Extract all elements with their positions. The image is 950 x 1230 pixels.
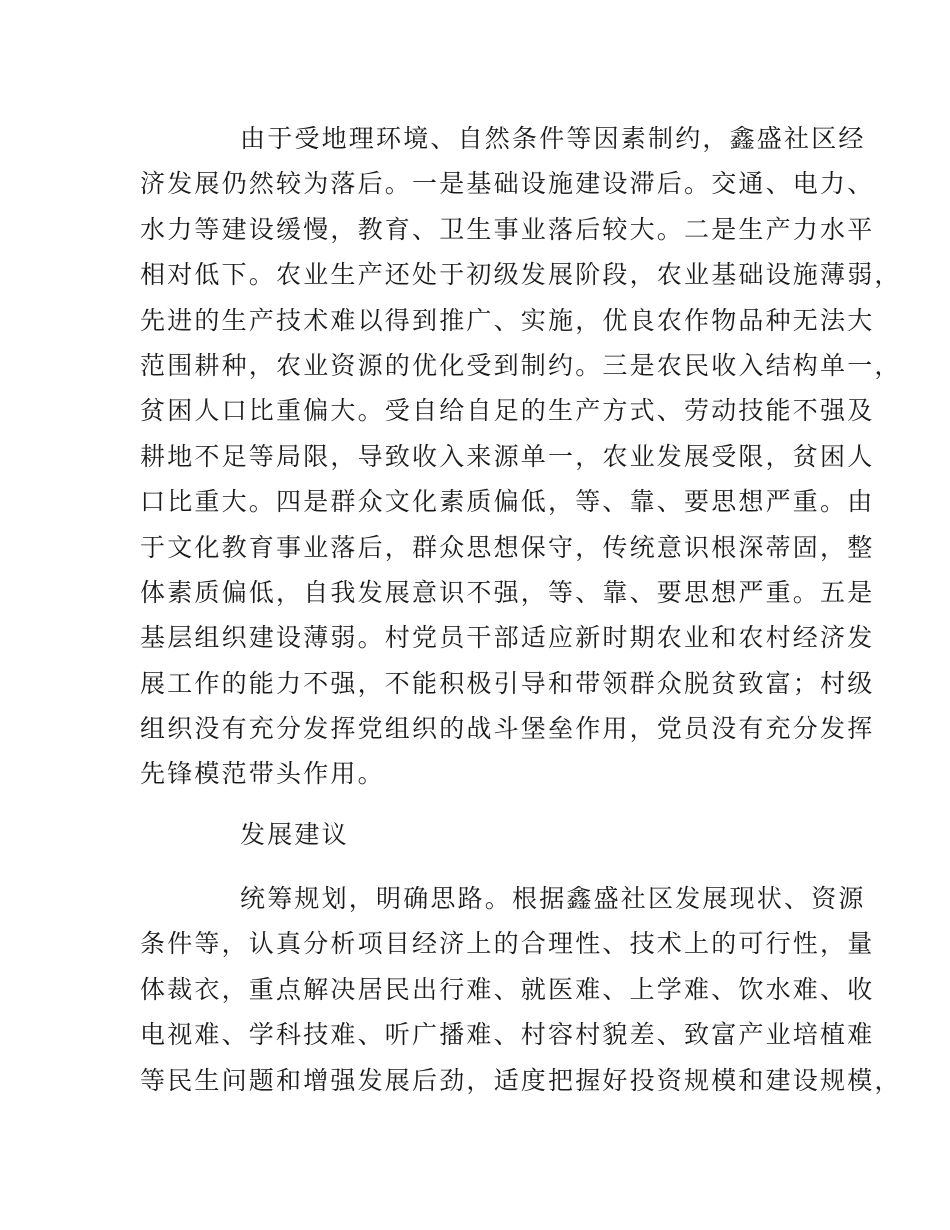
paragraph-line: 由于受地理环境、自然条件等因素制约，鑫盛社区经 (240, 124, 866, 153)
paragraph-line: 相对低下。农业生产还处于初级发展阶段，农业基础设施薄弱， (140, 260, 902, 290)
paragraph-line: 组织没有充分发挥党组织的战斗堡垒作用，党员没有充分发挥 (140, 714, 875, 744)
paragraph-line: 先进的生产技术难以得到推广、实施，优良农作物品种无法大 (140, 305, 875, 335)
paragraph-line: 统筹规划，明确思路。根据鑫盛社区发展现状、资源 (240, 884, 866, 913)
paragraph-line: 先锋模范带头作用。 (140, 759, 385, 789)
paragraph-line: 体素质偏低，自我发展意识不强，等、靠、要思想严重。五是 (140, 577, 875, 607)
paragraph-line: 等民生问题和增强发展后劲，适度把握好投资规模和建设规模， (140, 1065, 902, 1095)
paragraph-line: 基层组织建设薄弱。村党员干部适应新时期农业和农村经济发 (140, 623, 875, 653)
paragraph-development-suggestions (140, 876, 902, 1103)
paragraph-line: 水力等建设缓慢，教育、卫生事业落后较大。二是生产力水平 (140, 214, 875, 244)
paragraph-line: 电视难、学科技难、听广播难、村容村貌差、致富产业培植难 (140, 1020, 875, 1050)
paragraph-line: 济发展仍然较为落后。一是基础设施建设滞后。交通、电力、 (140, 169, 875, 199)
paragraph-line: 范围耕种，农业资源的优化受到制约。三是农民收入结构单一， (140, 350, 902, 380)
paragraph-line: 耕地不足等局限，导致收入来源单一，农业发展受限，贫困人 (140, 441, 875, 471)
paragraph-line: 展工作的能力不强，不能积极引导和带领群众脱贫致富；村级 (140, 668, 875, 698)
paragraph-line: 贫困人口比重偏大。受自给自足的生产方式、劳动技能不强及 (140, 396, 875, 426)
section-heading-text: 发展建议 (240, 820, 349, 849)
paragraph-line: 于文化教育事业落后，群众思想保守，传统意识根深蒂固，整 (140, 532, 875, 562)
paragraph-line: 条件等，认真分析项目经济上的合理性、技术上的可行性，量 (140, 929, 875, 959)
paragraph-line: 口比重大。四是群众文化素质偏低，等、靠、要思想严重。由 (140, 487, 875, 517)
paragraph-current-situation (140, 116, 902, 797)
paragraph-line: 体裁衣，重点解决居民出行难、就医难、上学难、饮水难、收 (140, 974, 875, 1004)
section-heading (140, 812, 830, 857)
